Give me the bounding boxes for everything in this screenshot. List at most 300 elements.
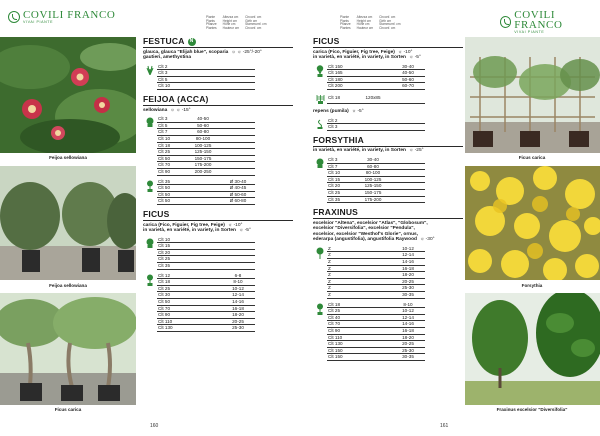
height-cm: [185, 198, 221, 205]
climber-icon: [313, 118, 327, 131]
table-row: [157, 185, 255, 192]
species-title-text: FICUS: [313, 36, 340, 46]
standard-tree-icon: [313, 302, 327, 361]
height-cm: [355, 272, 391, 279]
girth-cm: 30-35: [391, 354, 425, 361]
pot-size: Clt 18: [327, 93, 355, 104]
species-description: [313, 237, 463, 243]
table-row: [157, 142, 255, 149]
brand-logo-icon: [500, 16, 511, 28]
description-text: carica (Fico, Figuier, Fig tree, Feige): [143, 222, 225, 228]
height-cm: 50-60: [185, 122, 221, 129]
height-cm: [185, 285, 221, 292]
girth-cm: [221, 243, 255, 250]
table-row: [327, 265, 425, 272]
height-cm: [185, 325, 221, 332]
pot-size: Z: [327, 252, 355, 259]
pot-size: Clt 25: [157, 256, 185, 263]
table-row: [327, 76, 425, 83]
size-block: [143, 237, 293, 270]
girth-cm: [221, 83, 255, 90]
table-row: [157, 122, 255, 129]
girth-cm: [221, 155, 255, 162]
height-cm: [355, 83, 391, 90]
brand-logo-left: [8, 10, 115, 24]
height-cm: [355, 265, 391, 272]
pot-size: Clt 15: [327, 176, 355, 183]
species-description: [313, 109, 463, 115]
hardiness-symbol: ☼ ☼ -15°: [170, 107, 191, 113]
height-cm: 80-100: [355, 170, 391, 177]
pot-size: Clt 110: [157, 318, 185, 325]
pot-size: Clt 50: [157, 299, 185, 306]
table-row: [157, 169, 255, 176]
pot-size: Clt 3: [157, 116, 185, 122]
pot-size: Z: [327, 265, 355, 272]
size-table: [157, 116, 255, 175]
pot-size: Clt 50: [157, 155, 185, 162]
girth-cm: [221, 169, 255, 176]
caption-forsythia: Forsythia: [521, 283, 543, 288]
right-species-column: [313, 37, 463, 366]
legend-plants: Piante Plants Pflanze Plantes: [206, 15, 217, 30]
pot-size: Clt 150: [327, 347, 355, 354]
pot-size: Clt 35: [327, 196, 355, 203]
hardiness-symbol: ☼ -5°: [408, 55, 421, 61]
pot-size: Z: [327, 285, 355, 292]
table-row: [157, 83, 255, 90]
shrub-icon: [313, 157, 327, 203]
species-description: [313, 55, 463, 61]
pot-size: Clt 20: [327, 183, 355, 190]
girth-cm: 10-12: [221, 285, 255, 292]
table-row: [157, 155, 255, 162]
hardiness-symbol: ☼ -5°: [351, 109, 364, 115]
legend-height: Altezza cm Height cm Höhe cm Hauteur cm: [222, 15, 240, 30]
pot-size: Clt 130: [327, 341, 355, 348]
table-row: [157, 191, 255, 198]
height-cm: [185, 185, 221, 192]
size-block: [313, 93, 463, 104]
pot-size: Clt 3: [157, 70, 185, 77]
pot-size: Z: [327, 246, 355, 252]
height-cm: 175-200: [355, 196, 391, 203]
table-row: [327, 354, 425, 361]
standard-tree-icon: [143, 273, 157, 332]
size-block: [313, 64, 463, 90]
girth-cm: 18-20: [221, 312, 255, 319]
girth-cm: [391, 163, 425, 170]
species-section: [143, 210, 293, 332]
shrub-icon: [143, 237, 157, 270]
table-row: [327, 334, 425, 341]
species-description: [313, 148, 463, 154]
pot-size: Clt 25: [157, 285, 185, 292]
height-cm: 125-150: [185, 149, 221, 156]
girth-cm: 16-18: [391, 265, 425, 272]
girth-cm: [221, 256, 255, 263]
girth-cm: 20-25: [391, 278, 425, 285]
table-row: [327, 278, 425, 285]
table-row: [157, 162, 255, 169]
title-rule: [143, 220, 293, 221]
size-block: [143, 179, 293, 205]
species-description: [143, 228, 293, 234]
title-rule: [143, 105, 293, 106]
species-title-text: FESTUCA: [143, 36, 185, 46]
pot-size: Clt 3: [327, 157, 355, 163]
species-title: [143, 37, 293, 46]
size-table: [327, 246, 425, 299]
height-cm: [185, 263, 221, 270]
height-cm: [185, 70, 221, 77]
pot-size: Clt 10: [157, 136, 185, 143]
girth-cm: [391, 189, 425, 196]
table-row: [157, 256, 255, 263]
caption-feijoa-2: Feijoa sellowiana: [49, 283, 87, 288]
girth-cm: 30-35: [391, 291, 425, 298]
description-text: in varietà, en variété, in variety, in Sorten: [143, 228, 236, 234]
pot-size: Clt 165: [327, 70, 355, 77]
height-cm: [185, 312, 221, 319]
photo-feijoa-flowers: [0, 37, 136, 153]
height-cm: [185, 191, 221, 198]
pot-size: Clt 25: [327, 308, 355, 315]
pot-size: Clt 70: [157, 162, 185, 169]
pot-size: Clt 18: [327, 302, 355, 308]
legend-plants: Piante Plants Pflanze Plantes: [340, 15, 351, 30]
girth-cm: 18-20: [391, 334, 425, 341]
height-cm: [355, 285, 391, 292]
table-row: [327, 327, 425, 334]
girth-cm: 12-14: [391, 314, 425, 321]
table-row: [327, 347, 425, 354]
girth-cm: 30-40: [391, 64, 425, 70]
pot-size: Z: [327, 291, 355, 298]
pot-size: Z: [327, 258, 355, 265]
girth-cm: [391, 196, 425, 203]
tree-icon: [313, 246, 327, 299]
table-row: [327, 170, 425, 177]
pot-size: Clt 30: [157, 292, 185, 299]
table-row: [327, 176, 425, 183]
pot-size: Clt 50: [157, 185, 185, 192]
girth-cm: Ø 50-60: [221, 191, 255, 198]
hardiness-symbol: ☼ -10°: [397, 49, 413, 55]
table-row: [157, 76, 255, 83]
size-table: [157, 273, 255, 332]
table-row: [327, 321, 425, 328]
height-cm: 80-100: [185, 136, 221, 143]
description-text: gautieri, amethystina: [143, 55, 191, 61]
pot-size: Clt 2: [157, 64, 185, 70]
height-cm: 60-80: [185, 129, 221, 136]
height-cm: 100-125: [355, 176, 391, 183]
height-cm: [185, 279, 221, 286]
height-cm: [355, 334, 391, 341]
girth-cm: 50-60: [391, 76, 425, 83]
photo-feijoa-shrubs: [0, 166, 136, 280]
pot-size: Z: [327, 272, 355, 279]
title-rule: [313, 218, 463, 219]
brand-name: COVILI FRANCO: [514, 9, 563, 31]
pot-size: Clt 70: [327, 321, 355, 328]
standard-tree-icon: [143, 179, 157, 205]
size-table: [157, 179, 255, 205]
height-cm: [185, 292, 221, 299]
height-cm: [355, 347, 391, 354]
height-cm: [355, 252, 391, 259]
species-title-text: FICUS: [143, 208, 170, 219]
girth-cm: [391, 170, 425, 177]
table-row: [157, 198, 255, 205]
species-section: [143, 37, 293, 90]
pot-size: Clt 3: [327, 124, 355, 131]
table-row: [327, 258, 425, 265]
size-table: [327, 157, 425, 203]
girth-cm: 40-50: [391, 70, 425, 77]
species-section: [313, 37, 463, 104]
legend-height: Altezza cm Height cm Höhe cm Hauteur cm: [356, 15, 374, 30]
table-row: [327, 83, 425, 90]
pot-size: Clt 90: [157, 169, 185, 176]
species-title: [313, 208, 463, 217]
girth-cm: 20-25: [391, 341, 425, 348]
page-number-right: 161: [440, 423, 449, 429]
photo-fraxinus: [465, 293, 600, 405]
table-row: [157, 312, 255, 319]
pot-size: Clt 7: [327, 163, 355, 170]
page-number-left: 160: [150, 423, 159, 429]
height-cm: [355, 124, 391, 131]
legend-girth: Circonf. cm Girth cm Stammumf. cm Circonf. cm: [379, 15, 401, 30]
size-block: [143, 116, 293, 175]
table-row: [157, 129, 255, 136]
description-text: excelsior "Altena", excelsior "Atlas", "Globosum",: [313, 220, 428, 226]
girth-cm: [391, 176, 425, 183]
height-cm: 40-50: [185, 116, 221, 122]
table-row: [327, 196, 425, 203]
pot-size: Clt 180: [327, 76, 355, 83]
species-title: [313, 37, 463, 46]
description-text: glauca, glauca "Elijah blue", scoparia: [143, 49, 229, 55]
pot-size: Clt 2: [327, 118, 355, 124]
height-cm: [185, 83, 221, 90]
table-row: [157, 305, 255, 312]
height-cm: [355, 291, 391, 298]
table-row: [327, 272, 425, 279]
title-rule: [313, 146, 463, 147]
girth-cm: 12-14: [391, 252, 425, 259]
species-section: [143, 95, 293, 205]
species-title: [143, 210, 293, 219]
species-title-text: FEIJOA (ACCA): [143, 94, 209, 105]
table-row: [157, 285, 255, 292]
girth-cm: 12-14: [221, 292, 255, 299]
size-table: [327, 64, 425, 90]
pot-size: Clt 90: [327, 327, 355, 334]
girth-cm: 8-10: [221, 279, 255, 286]
pot-size: Clt 130: [157, 325, 185, 332]
pot-size: Clt 25: [157, 149, 185, 156]
girth-cm: [221, 263, 255, 270]
girth-cm: 16-18: [391, 327, 425, 334]
pot-size: Clt 35: [157, 179, 185, 185]
table-row: [157, 149, 255, 156]
pot-size: Clt 70: [157, 305, 185, 312]
girth-cm: 16-18: [221, 305, 255, 312]
species-description: [143, 55, 293, 61]
pot-size: Clt 50: [157, 198, 185, 205]
girth-cm: 10-12: [391, 246, 425, 252]
species-title: [313, 136, 463, 145]
species-section: [313, 136, 463, 203]
girth-cm: [221, 76, 255, 83]
table-row: [157, 249, 255, 256]
size-table: [327, 302, 425, 361]
height-cm: 120x85: [355, 93, 391, 104]
table-row: [157, 299, 255, 306]
pot-size: Clt 12: [157, 273, 185, 279]
girth-cm: [221, 149, 255, 156]
table-row: [157, 263, 255, 270]
pot-size: Clt 18: [157, 279, 185, 286]
table-row: [327, 93, 425, 104]
pot-size: Z: [327, 278, 355, 285]
height-cm: 125-150: [355, 183, 391, 190]
table-row: [327, 252, 425, 259]
caption-ficus-left: Ficus carica: [54, 407, 82, 412]
description-text: in varietà, en variété, in variety, in Sorten: [313, 55, 406, 61]
description-text: excelsior, excelsior "Westhof's Glorie", ornus,: [313, 231, 419, 237]
pot-size: Clt 5: [157, 76, 185, 83]
pot-size: Clt 110: [327, 334, 355, 341]
girth-cm: [391, 183, 425, 190]
table-row: [157, 243, 255, 250]
table-row: [327, 314, 425, 321]
height-cm: [355, 76, 391, 83]
pot-size: Clt 90: [157, 312, 185, 319]
size-block: [313, 302, 463, 361]
size-block: [313, 157, 463, 203]
height-cm: [185, 249, 221, 256]
girth-cm: 8-10: [391, 302, 425, 308]
caption-ficus-right: Ficus carica: [518, 155, 546, 160]
brand-logo-icon: [8, 11, 20, 23]
girth-cm: 25-30: [391, 285, 425, 292]
girth-cm: 18-20: [391, 272, 425, 279]
description-text: in varietà, en variété, in variety, in Sorten: [313, 148, 406, 154]
height-cm: [185, 318, 221, 325]
size-block: [313, 246, 463, 299]
girth-cm: [221, 142, 255, 149]
photo-forsythia: [465, 166, 600, 280]
girth-cm: Ø 40-45: [221, 185, 255, 192]
height-cm: 200-250: [185, 169, 221, 176]
height-cm: [355, 278, 391, 285]
species-title-text: FORSYTHIA: [313, 134, 364, 145]
hardiness-symbol: ☼ -5°: [238, 228, 251, 234]
espalier-icon: [313, 93, 327, 104]
height-cm: [355, 341, 391, 348]
girth-cm: 14-16: [221, 299, 255, 306]
height-cm: [355, 354, 391, 361]
left-species-column: [143, 37, 293, 337]
legend-left: [206, 16, 267, 30]
size-table: [157, 64, 255, 90]
brand-logo-right: [500, 10, 600, 34]
girth-cm: [221, 249, 255, 256]
pot-size: Clt 50: [157, 191, 185, 198]
height-cm: 60-80: [355, 163, 391, 170]
table-row: [157, 70, 255, 77]
pot-size: Clt 25: [327, 189, 355, 196]
height-cm: 150-175: [185, 155, 221, 162]
hardiness-symbol: ☼ -30°: [419, 237, 435, 243]
girth-cm: 25-30: [221, 325, 255, 332]
table-row: [327, 341, 425, 348]
height-cm: [355, 321, 391, 328]
table-row: [157, 136, 255, 143]
shrub-icon: [143, 116, 157, 175]
brand-sub: VIVAI PIANTE: [23, 20, 54, 24]
girth-cm: [221, 129, 255, 136]
species-title-text: FRAXINUS: [313, 207, 359, 218]
girth-cm: [221, 162, 255, 169]
girth-cm: [391, 93, 425, 104]
girth-cm: 14-16: [391, 321, 425, 328]
table-row: [327, 189, 425, 196]
description-text: ederarpa (angustifolia), angustifolia Raywood: [313, 237, 417, 243]
height-cm: 150-175: [355, 189, 391, 196]
table-row: [327, 285, 425, 292]
girth-cm: 60-70: [391, 83, 425, 90]
species-title: [143, 95, 293, 104]
hardiness-symbol: ☼ -25°: [408, 148, 424, 154]
description-text: repens (pumila): [313, 109, 349, 115]
pot-size: Clt 5: [157, 122, 185, 129]
brand-name: COVILI FRANCO: [23, 9, 116, 21]
brand-sub: VIVAI PIANTE: [514, 30, 545, 34]
table-row: [327, 163, 425, 170]
girth-cm: 20-25: [221, 318, 255, 325]
table-row: [327, 70, 425, 77]
height-cm: 30-40: [355, 157, 391, 163]
species-section: [313, 208, 463, 361]
height-cm: [355, 258, 391, 265]
pot-size: Clt 10: [327, 170, 355, 177]
girth-cm: Ø 30-40: [221, 179, 255, 185]
table-row: [327, 291, 425, 298]
table-row: [157, 292, 255, 299]
hardiness-symbol: ☼ -10°: [227, 222, 243, 228]
height-cm: [185, 243, 221, 250]
caption-fraxinus: Fraxinus excelsior "Diversifolia": [496, 407, 568, 412]
size-table: [327, 93, 425, 104]
multistem-icon: [313, 64, 327, 90]
height-cm: [185, 256, 221, 263]
girth-cm: [221, 136, 255, 143]
description-text: excelsior "Diversifolia", excelsior "Pendula",: [313, 226, 415, 232]
height-cm: 175-200: [185, 162, 221, 169]
pot-size: Clt 150: [327, 64, 355, 70]
table-row: [327, 308, 425, 315]
new-badge: N: [188, 38, 196, 46]
height-cm: [185, 299, 221, 306]
pot-size: Clt 7: [157, 129, 185, 136]
girth-cm: [221, 122, 255, 129]
girth-cm: 14-16: [391, 258, 425, 265]
